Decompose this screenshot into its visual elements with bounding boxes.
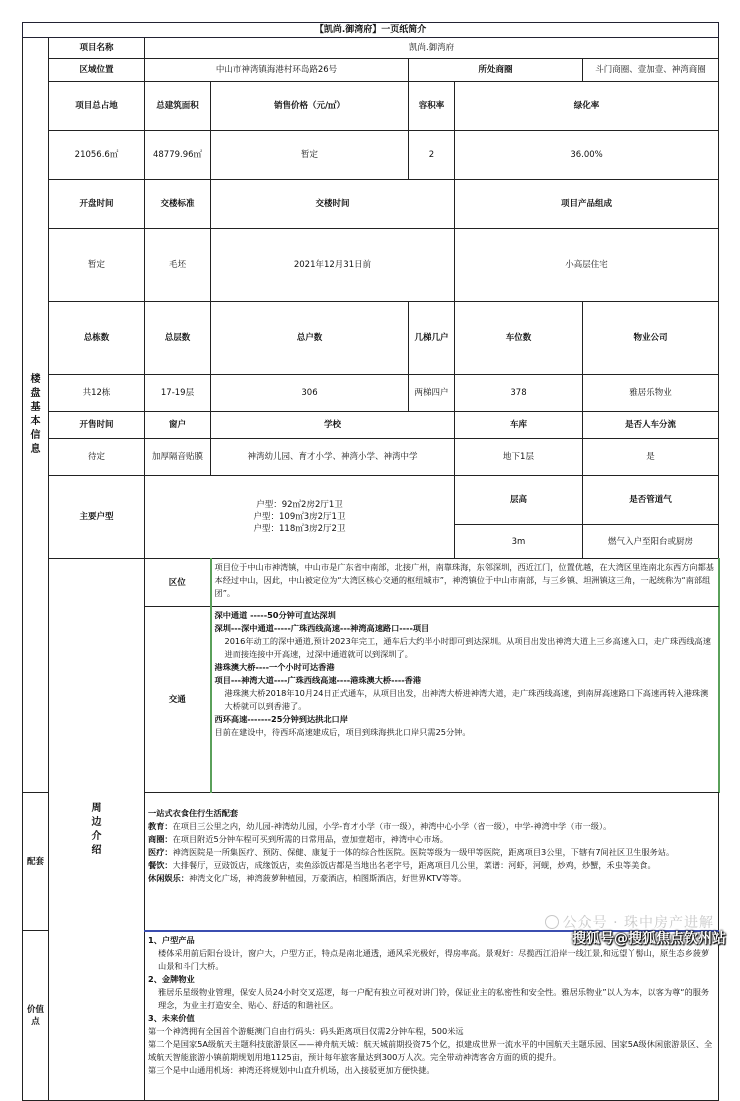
traffic-line: 港珠澳大桥----一个小时可达香港 xyxy=(214,662,335,672)
delivery-standard-header: 交楼标准 xyxy=(145,180,211,229)
delivery-standard-value: 毛坯 xyxy=(145,229,211,302)
traffic-line: 深中通道 -----50分钟可直达深圳 xyxy=(214,610,336,620)
project-name-value: 凯尚.御湾府 xyxy=(145,38,719,59)
sales-start-value: 待定 xyxy=(49,439,145,476)
total-units-header: 总户数 xyxy=(211,302,409,375)
location-label: 区域位置 xyxy=(49,59,145,82)
traffic-line: 港珠澳大桥2018年10月24日正式通车，从项目出发，出神湾大桥进神湾大道，走广珠西线高速，到南屏高速路口下高速再转入港珠澳大桥就可以到香港了。 xyxy=(224,688,709,711)
facility-category: 教育： xyxy=(148,821,173,831)
total-floors-value: 17-19层 xyxy=(145,375,211,412)
basic-info-section-label: 楼盘基本信息 xyxy=(23,38,49,793)
opening-time-header: 开盘时间 xyxy=(49,180,145,229)
garage-value: 地下1层 xyxy=(455,439,583,476)
traffic-line: 2016年动工的深中通道,预计2023年完工，通车后大约半小时即可到达深圳。从项目出发出神湾大道上三乡高速入口，走广珠西线高速进而接连接中开高速，过深中通道就可以到深圳了。 xyxy=(224,636,711,659)
sales-price-value: 暂定 xyxy=(211,131,409,180)
one-page-brief xyxy=(22,22,718,1075)
traffic-line: 西环高速-------25分钟到达拱北口岸 xyxy=(214,714,348,724)
window-header: 窗户 xyxy=(145,412,211,439)
school-header: 学校 xyxy=(211,412,455,439)
property-company-header: 物业公司 xyxy=(583,302,719,375)
parking-spaces-header: 车位数 xyxy=(455,302,583,375)
plot-ratio-header: 容积率 xyxy=(409,82,455,131)
total-land-header: 项目总占地 xyxy=(49,82,145,131)
main-type-3: 户型：118㎡3房2厅2卫 xyxy=(253,524,346,534)
watermark-sohu: 搜狐号@搜狐焦点钦州站 xyxy=(572,931,726,947)
total-floors-header: 总层数 xyxy=(145,302,211,375)
pedestrian-vehicle-separation-value: 是 xyxy=(583,439,719,476)
values-line: 第二个是国家5A级航天主题科技旅游景区——神舟航天城：航天城前期投资75个亿，拟建成世界一流水平的中国航天主题乐园、国家5A级休闲旅游景区、全域航天智能旅游小镇前期规划用地1125亩，预计每年旅客量达到300万人次。完全带动神湾客舍方面的质的提升。 xyxy=(148,1038,713,1062)
parking-spaces-value: 378 xyxy=(455,375,583,412)
school-value: 神湾幼儿园、育才小学、神湾小学、神湾中学 xyxy=(211,439,455,476)
surroundings-section-label: 周边介绍 xyxy=(49,559,145,1101)
traffic-line: 深圳---深中通道-----广珠西线高速---神湾高速路口----项目 xyxy=(214,623,430,633)
facilities-label: 配套 xyxy=(23,793,49,931)
window-value: 加厚隔音贴膜 xyxy=(145,439,211,476)
values-line: 楼体采用前后阳台设计，窗户大，户型方正，特点是南北通透，通风采光极好，得房率高。景观好：尽揽西江沿岸一线江景,和远望丫髻山，原生态乡菠萝山景和斗门大桥。 xyxy=(158,947,710,971)
area-text: 项目位于中山市神湾镇，中山市是广东省中南部，北接广州，南靠珠海，东邻深圳，西近江门，位置优越，在大湾区里连南北东西方向都基本经过中山，因此，中山被定位为“大湾区核心交通的枢纽城市”，神湾镇位于中山市南部，与三乡镇、坦洲镇这三角，一起统称为“南部组团”。 xyxy=(211,559,719,607)
traffic-line: 目前在建设中，待西环高速建成后，项目到珠海拱北口岸只需25分钟。 xyxy=(214,727,471,737)
watermark-wechat: 公众号 · 珠中房产进解 xyxy=(545,912,714,932)
total-land-value: 21056.6㎡ xyxy=(49,131,145,180)
total-floor-area-header: 总建筑面积 xyxy=(145,82,211,131)
main-type-1: 户型：92㎡2房2厅1卫 xyxy=(256,500,343,510)
values-line: 2、金牌物业 xyxy=(148,973,195,984)
values-line: 第三个是中山通用机场：神湾还将规划中山直升机场，出入接驳更加方便快捷。 xyxy=(148,1064,435,1075)
values-line: 雅居乐星级物业管理，保安人员24小时交叉巡逻，每一户配有独立可视对讲门铃，保证业主的私密性和安全性。雅居乐物业”以人为本，以客为尊“的服务理念，为业主打造安全、贴心、舒适的和谐社区。 xyxy=(158,986,710,1010)
value-points-label: 价值点 xyxy=(23,931,49,1101)
total-floor-area-value: 48779.96㎡ xyxy=(145,131,211,180)
facility-category: 医疗： xyxy=(148,847,173,857)
facility-detail: 在项目三公里之内，幼儿园-神湾幼儿园，小学-育才小学（市一级），神湾中心小学（省一级），中学-神湾中学（市一级）。 xyxy=(172,821,612,831)
total-buildings-header: 总栋数 xyxy=(49,302,145,375)
facilities-line xyxy=(148,872,715,885)
wechat-icon xyxy=(545,915,559,929)
product-mix-header: 项目产品组成 xyxy=(455,180,719,229)
values-line: 第一个神湾拥有全国首个游艇澳门自由行码头：码头距离项目仅需2分钟车程，500米远 xyxy=(148,1025,464,1036)
total-units-value: 306 xyxy=(211,375,409,412)
facilities-line xyxy=(148,846,715,859)
district-value: 斗门商圈、壹加壹、神湾商圈 xyxy=(583,59,719,82)
facilities-line xyxy=(148,833,715,846)
total-buildings-value: 共12栋 xyxy=(49,375,145,412)
facilities-line xyxy=(148,859,715,872)
area-label: 区位 xyxy=(145,559,211,607)
pedestrian-vehicle-separation-header: 是否人车分流 xyxy=(583,412,719,439)
green-ratio-value: 36.00% xyxy=(455,131,719,180)
facility-detail: 神湾医院是一所集医疗、预防、保健、康复于一体的综合性医院。医院等级为一级甲等医院，距离项目3公里，下辖有7间社区卫生服务站。 xyxy=(172,847,675,857)
facility-category: 商圈： xyxy=(148,834,173,844)
facility-category: 餐饮： xyxy=(148,860,173,870)
floor-height-header: 层高 xyxy=(455,476,583,525)
gas-pipe-header: 是否管道气 xyxy=(583,476,719,525)
traffic-label: 交通 xyxy=(145,607,211,793)
delivery-time-header: 交楼时间 xyxy=(211,180,455,229)
project-name-label: 项目名称 xyxy=(49,38,145,59)
property-company-value: 雅居乐物业 xyxy=(583,375,719,412)
gas-pipe-value: 燃气入户至阳台或厨房 xyxy=(583,525,719,559)
main-type-2: 户型：109㎡3房2厅1卫 xyxy=(253,512,346,522)
values-line: 3、未来价值 xyxy=(148,1012,195,1023)
district-label: 所处商圈 xyxy=(409,59,583,82)
sales-price-header: 销售价格（元/㎡） xyxy=(211,82,409,131)
plot-ratio-value: 2 xyxy=(409,131,455,180)
facility-detail: 大排餐厅，豆豉饭店，成缘饭店，卖鱼添饭店都是当地出名老字号，距离项目几公里，菜谱：河虾，河蚬，炒鸡，炒蟹，禾虫等美食。 xyxy=(172,860,656,870)
facilities-line xyxy=(148,820,715,833)
lifts-per-unit-header: 几梯几户 xyxy=(409,302,455,375)
traffic-line: 项目---神湾大道----广珠西线高速----港珠澳大桥----香港 xyxy=(214,675,422,685)
location-value: 中山市神湾镇海港村环岛路26号 xyxy=(145,59,409,82)
garage-header: 车库 xyxy=(455,412,583,439)
main-types-cell xyxy=(145,476,455,559)
traffic-text xyxy=(211,607,719,793)
page-title: 【凯尚.御湾府】一页纸简介 xyxy=(23,23,719,38)
green-ratio-header: 绿化率 xyxy=(455,82,719,131)
lifts-per-unit-value: 两梯四户 xyxy=(409,375,455,412)
value-points-text xyxy=(145,931,719,1101)
facility-category: 休闲娱乐： xyxy=(148,873,189,883)
product-mix-value: 小高层住宅 xyxy=(455,229,719,302)
opening-time-value: 暂定 xyxy=(49,229,145,302)
facility-detail: 在项目附近5分钟车程可买到所需的日常用品，壹加壹超市，神湾中心市场。 xyxy=(172,834,448,844)
floor-height-value: 3m xyxy=(455,525,583,559)
sales-start-header: 开售时间 xyxy=(49,412,145,439)
facilities-text xyxy=(145,793,719,931)
facilities-line: 一站式衣食住行生活配套 xyxy=(148,808,239,818)
values-line: 1、户型产品 xyxy=(148,934,195,945)
main-type-label: 主要户型 xyxy=(49,476,145,559)
delivery-time-value: 2021年12月31日前 xyxy=(211,229,455,302)
facility-detail: 神湾文化广场，神湾菠萝种植园，万豪酒店，柏图斯酒店，好世界KTV等等。 xyxy=(188,873,467,883)
